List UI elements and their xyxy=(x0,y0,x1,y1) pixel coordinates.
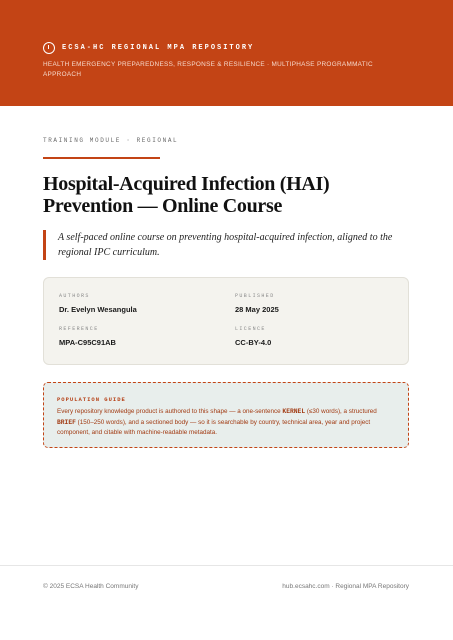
guide-text-part: (150–250 words), and a sectioned body — so it is searchable by country, technical area, year and project component, and citable with machine-readable metadata. xyxy=(57,418,371,436)
guide-text-part: Every repository knowledge product is authored to this shape — a one-sentence xyxy=(57,408,283,415)
lede-summary: A self-paced online course on preventing hospital-acquired infection, aligned to the regional IPC curriculum. xyxy=(43,230,409,260)
repository-title: ECSA-HC REGIONAL MPA REPOSITORY xyxy=(62,44,255,52)
meta-reference xyxy=(59,326,116,347)
meta-reference-value: MPA-C95C91AB xyxy=(59,338,116,347)
kernel-keyword: KERNEL xyxy=(282,408,306,415)
population-guide-callout xyxy=(43,382,409,448)
footer-copyright: © 2025 ECSA Health Community xyxy=(43,583,139,590)
brief-keyword: BRIEF xyxy=(57,418,76,426)
meta-authors-value: Dr. Evelyn Wesangula xyxy=(59,305,137,314)
meta-published-value: 28 May 2025 xyxy=(235,305,279,314)
meta-licence xyxy=(235,326,271,347)
meta-reference-label: REFERENCE xyxy=(59,326,99,332)
population-guide-text xyxy=(57,407,397,439)
meta-published-label: PUBLISHED xyxy=(235,293,275,299)
header-banner xyxy=(0,0,453,106)
population-guide-title: POPULATION GUIDE xyxy=(57,396,126,403)
accent-rule xyxy=(43,157,160,159)
meta-authors xyxy=(59,293,137,314)
footer-divider xyxy=(0,565,453,566)
meta-authors-label: AUTHORS xyxy=(59,293,90,299)
metadata-card xyxy=(43,277,409,365)
meta-licence-label: LICENCE xyxy=(235,326,266,332)
meta-published xyxy=(235,293,279,314)
document-type-label: TRAINING MODULE · REGIONAL xyxy=(43,137,179,144)
program-subtitle: HEALTH EMERGENCY PREPAREDNESS, RESPONSE & RESILIENCE · MULTIPHASE PROGRAMMATIC APPROACH xyxy=(43,61,373,78)
meta-licence-value: CC-BY-4.0 xyxy=(235,338,272,347)
page-title: Hospital-Acquired Infection (HAI) Prevention — Online Course xyxy=(43,173,330,217)
banner-brand xyxy=(43,42,254,54)
guide-text-part: (≤30 words), a structured xyxy=(305,408,377,415)
footer-site-link[interactable]: hub.ecsahc.com · Regional MPA Repository xyxy=(282,583,409,590)
power-icon xyxy=(43,42,55,54)
